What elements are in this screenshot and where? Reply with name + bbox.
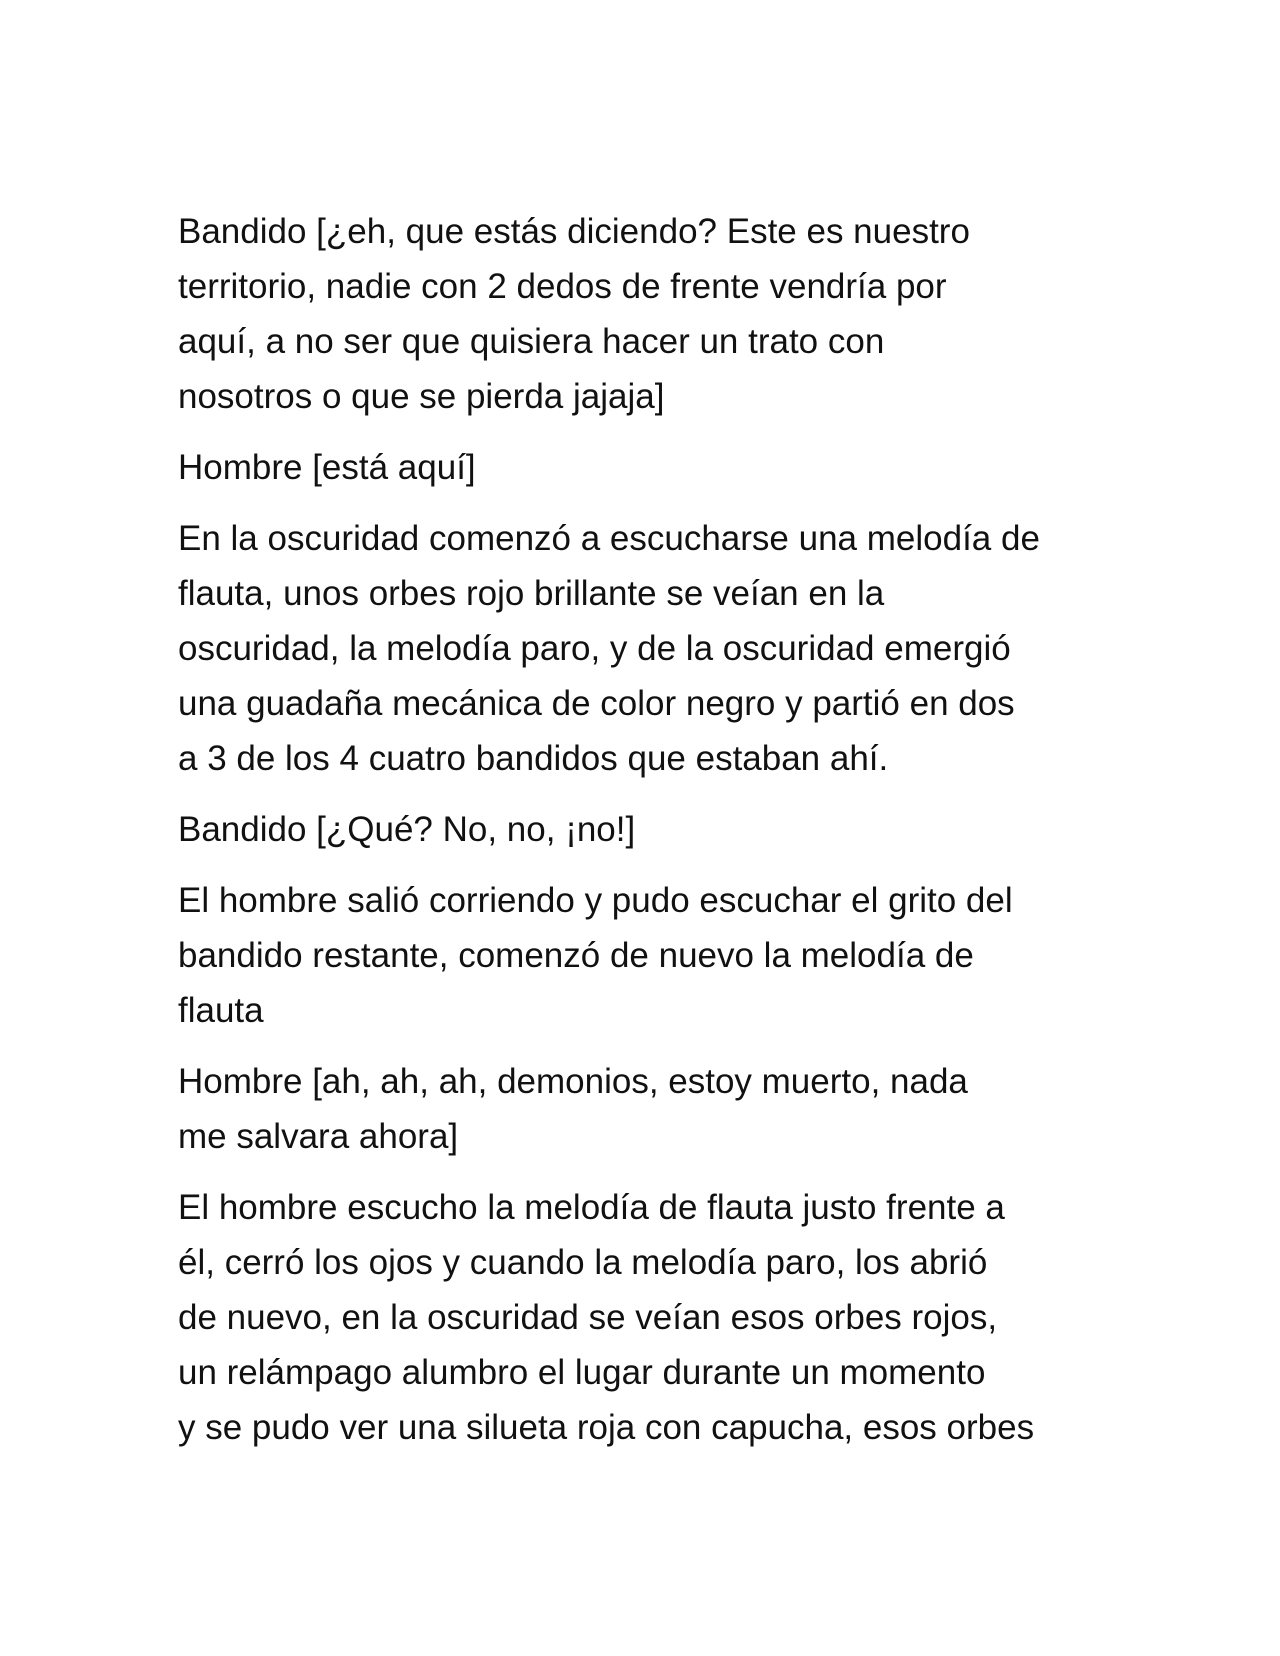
paragraph-hombre-2 — [178, 1054, 1118, 1164]
text-line: un relámpago alumbro el lugar durante un momento — [178, 1353, 986, 1392]
text-line: bandido restante, comenzó de nuevo la melodía de — [178, 936, 974, 975]
text-line: flauta — [178, 991, 264, 1030]
text-line: Hombre [está aquí] — [178, 448, 476, 487]
paragraph-narration-1 — [178, 511, 1118, 786]
text-line: de nuevo, en la oscuridad se veían esos orbes rojos, — [178, 1298, 998, 1337]
text-line: flauta, unos orbes rojo brillante se veían en la — [178, 574, 885, 613]
text-line: una guadaña mecánica de color negro y partió en dos — [178, 684, 1015, 723]
paragraph-bandido-1 — [178, 204, 1118, 424]
text-line: Bandido [¿eh, que estás diciendo? Este es nuestro — [178, 212, 970, 251]
paragraph-hombre-1 — [178, 440, 1118, 495]
paragraph-narration-3 — [178, 1180, 1118, 1455]
text-line: aquí, a no ser que quisiera hacer un trato con — [178, 322, 885, 361]
text-line: oscuridad, la melodía paro, y de la oscuridad emergió — [178, 629, 1011, 668]
text-line: El hombre salió corriendo y pudo escuchar el grito del — [178, 881, 1013, 920]
text-line: Hombre [ah, ah, ah, demonios, estoy muerto, nada — [178, 1062, 968, 1101]
text-line: y se pudo ver una silueta roja con capucha, esos orbes — [178, 1408, 1035, 1447]
text-line: En la oscuridad comenzó a escucharse una melodía de — [178, 519, 1040, 558]
text-line: territorio, nadie con 2 dedos de frente vendría por — [178, 267, 947, 306]
text-line: Bandido [¿Qué? No, no, ¡no!] — [178, 810, 636, 849]
text-line: nosotros o que se pierda jajaja] — [178, 377, 665, 416]
text-line: a 3 de los 4 cuatro bandidos que estaban ahí. — [178, 739, 889, 778]
paragraph-narration-2 — [178, 873, 1118, 1038]
document-body — [178, 204, 1118, 1471]
text-line: me salvara ahora] — [178, 1117, 459, 1156]
text-line: él, cerró los ojos y cuando la melodía paro, los abrió — [178, 1243, 988, 1282]
paragraph-bandido-2 — [178, 802, 1118, 857]
text-line: El hombre escucho la melodía de flauta justo frente a — [178, 1188, 1005, 1227]
